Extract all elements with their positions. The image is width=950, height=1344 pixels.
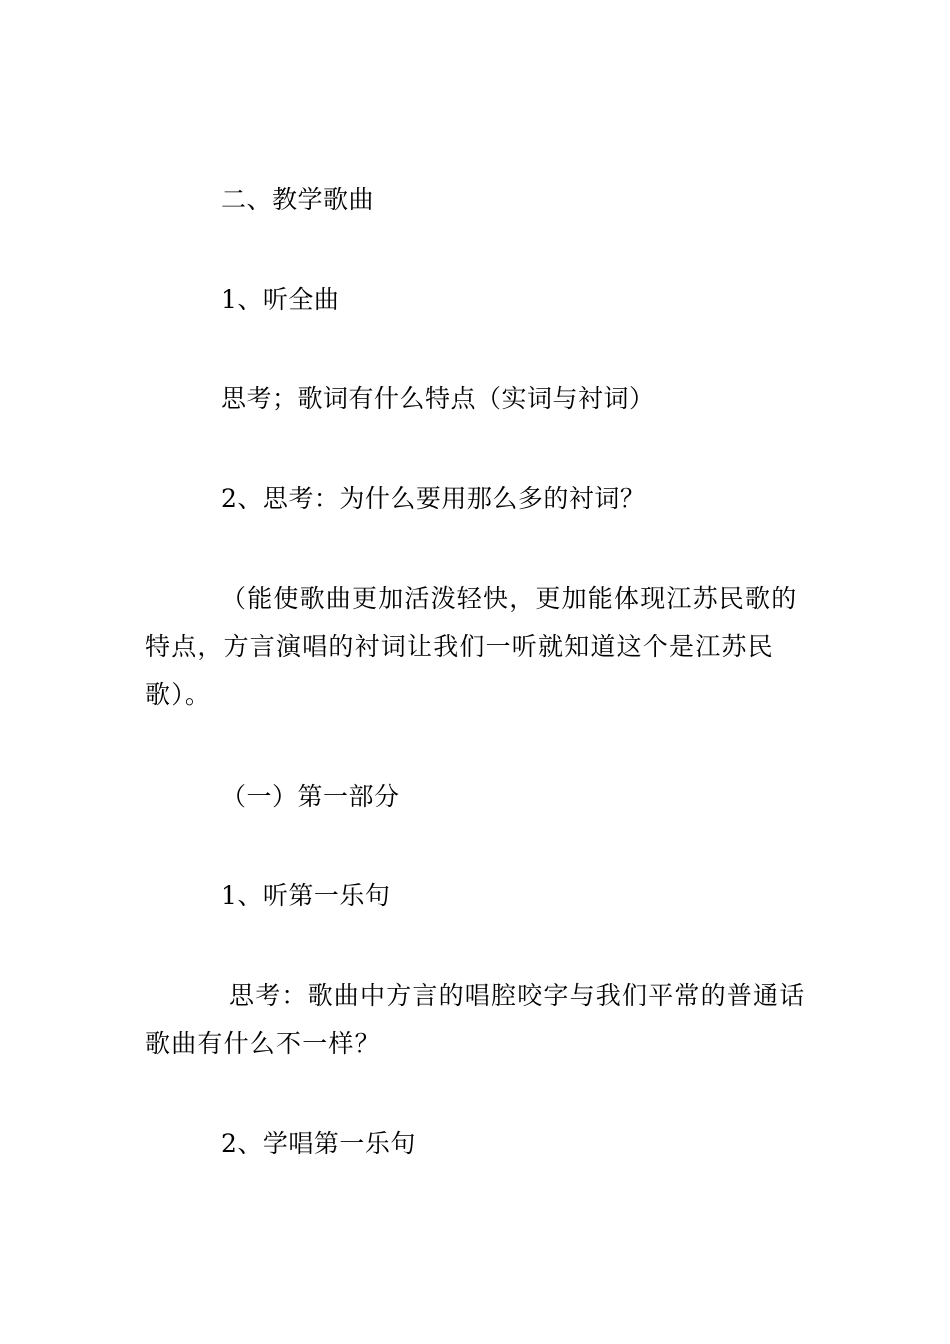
question-lyrics-features: 思考；歌词有什么特点（实词与衬词） (221, 384, 655, 413)
section-heading-teaching-song: 二、教学歌曲 (221, 185, 375, 214)
step-learn-first-phrase: 2、学唱第一乐句 (221, 1129, 416, 1158)
step-listen-full-song: 1、听全曲 (221, 285, 340, 314)
subsection-heading-part-one: （一）第一部分 (221, 782, 400, 811)
step-listen-first-phrase: 1、听第一乐句 (221, 881, 391, 910)
answer-filler-words: （能使歌曲更加活泼轻快，更加能体现江苏民歌的特点，方言演唱的衬词让我们一听就知道这个是江苏民歌）。 (145, 584, 798, 709)
question-dialect-singing: 思考：歌曲中方言的唱腔咬字与我们平常的普通话歌曲有什么不一样？ (145, 981, 806, 1058)
question-why-filler-words: 2、思考：为什么要用那么多的衬词？ (221, 484, 646, 513)
